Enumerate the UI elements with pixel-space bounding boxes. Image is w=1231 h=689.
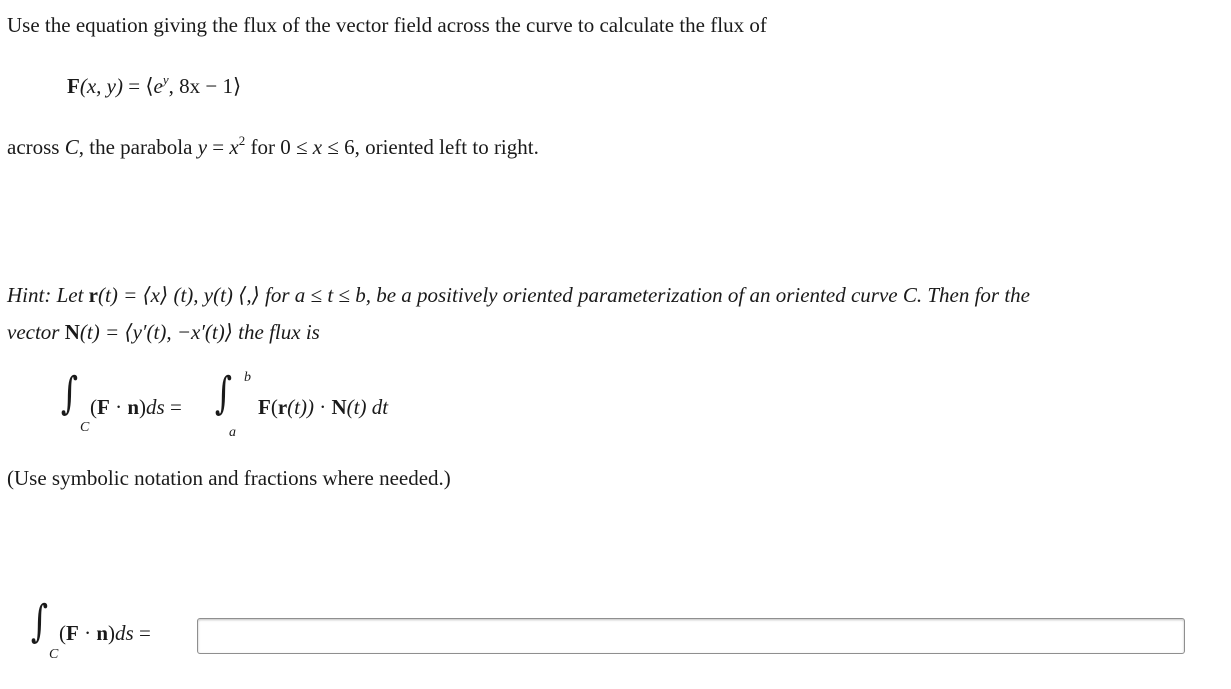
across-mid: , the parabola: [78, 135, 198, 159]
rhs-dot: ·: [313, 395, 332, 419]
instruction-note: (Use symbolic notation and fractions where needed.): [7, 466, 451, 490]
field-open: ⟨: [145, 74, 154, 98]
across-for: for 0 ≤: [245, 135, 313, 159]
answer-label: [59, 619, 151, 647]
hint-line-1: [7, 281, 1030, 309]
answer-integral-subscript: C: [49, 647, 59, 662]
lhs-F: F: [97, 395, 110, 419]
lhs-close: ): [139, 395, 147, 419]
hint-prefix: Hint: Let: [7, 283, 89, 307]
across-pre: across: [7, 135, 65, 159]
across-x2: x: [312, 135, 323, 159]
across-x: x: [229, 135, 239, 159]
lhs-integrand: [90, 393, 182, 421]
problem-intro: Use the equation giving the flux of the vector field across the curve to calculate the flux of: [7, 13, 767, 37]
answer-F: F: [66, 621, 79, 645]
lhs-n: n: [127, 395, 140, 419]
answer-ds: ds: [115, 621, 134, 645]
field-eq: =: [122, 74, 146, 98]
hint-line-2: [7, 318, 320, 346]
answer-input[interactable]: [197, 618, 1185, 654]
field-exp: y: [162, 72, 169, 87]
field-base: e: [153, 74, 163, 98]
hint-r: r: [88, 283, 98, 307]
hint-line1-rest: (t) = ⟨x⟩ (t), y(t) ⟨,⟩ for a ≤ t ≤ b, be a positively oriented parameterization of an oriented curve C. Then for the: [98, 283, 1030, 307]
lhs-open: (: [90, 395, 97, 419]
answer-n: n: [96, 621, 109, 645]
answer-integral-sign: ∫: [30, 596, 49, 647]
rhs-t2: (t): [346, 395, 372, 419]
lhs-integral-subscript: C: [80, 420, 90, 435]
answer-open: (: [59, 621, 66, 645]
rhs-N: N: [331, 395, 347, 419]
field-args: (x, y): [79, 74, 123, 98]
rhs-integrand: [258, 393, 388, 421]
answer-dot: ·: [78, 621, 97, 645]
field-close: ⟩: [232, 74, 242, 98]
across-y: y: [197, 135, 208, 159]
lhs-dot: ·: [109, 395, 128, 419]
lhs-ds: ds: [146, 395, 165, 419]
rhs-open: (: [270, 395, 278, 419]
rhs-upper-limit: b: [244, 370, 251, 385]
hint-vector: vector: [7, 320, 65, 344]
answer-eq: =: [133, 621, 151, 645]
rhs-F: F: [258, 395, 271, 419]
answer-close: ): [108, 621, 116, 645]
curve-description: [7, 133, 539, 161]
vector-field-formula: [67, 72, 241, 100]
across-C: C: [64, 135, 79, 159]
across-range: ≤ 6, oriented left to right.: [322, 135, 539, 159]
field-name: F: [67, 74, 80, 98]
rhs-lower-limit: a: [229, 425, 236, 440]
across-exp: 2: [238, 133, 246, 148]
rhs-t: (t)): [287, 395, 314, 419]
hint-line2-rest: (t) = ⟨y′(t), −x′(t)⟩ the flux is: [79, 320, 320, 344]
hint-N: N: [64, 320, 80, 344]
rhs-r: r: [277, 395, 288, 419]
lhs-integral-sign: ∫: [60, 368, 79, 419]
formula-eq: =: [164, 395, 182, 419]
rhs-integral-sign: ∫: [214, 368, 233, 419]
rhs-dt: dt: [371, 395, 389, 419]
field-rest: , 8x − 1: [168, 74, 233, 98]
across-eq: =: [207, 135, 230, 159]
